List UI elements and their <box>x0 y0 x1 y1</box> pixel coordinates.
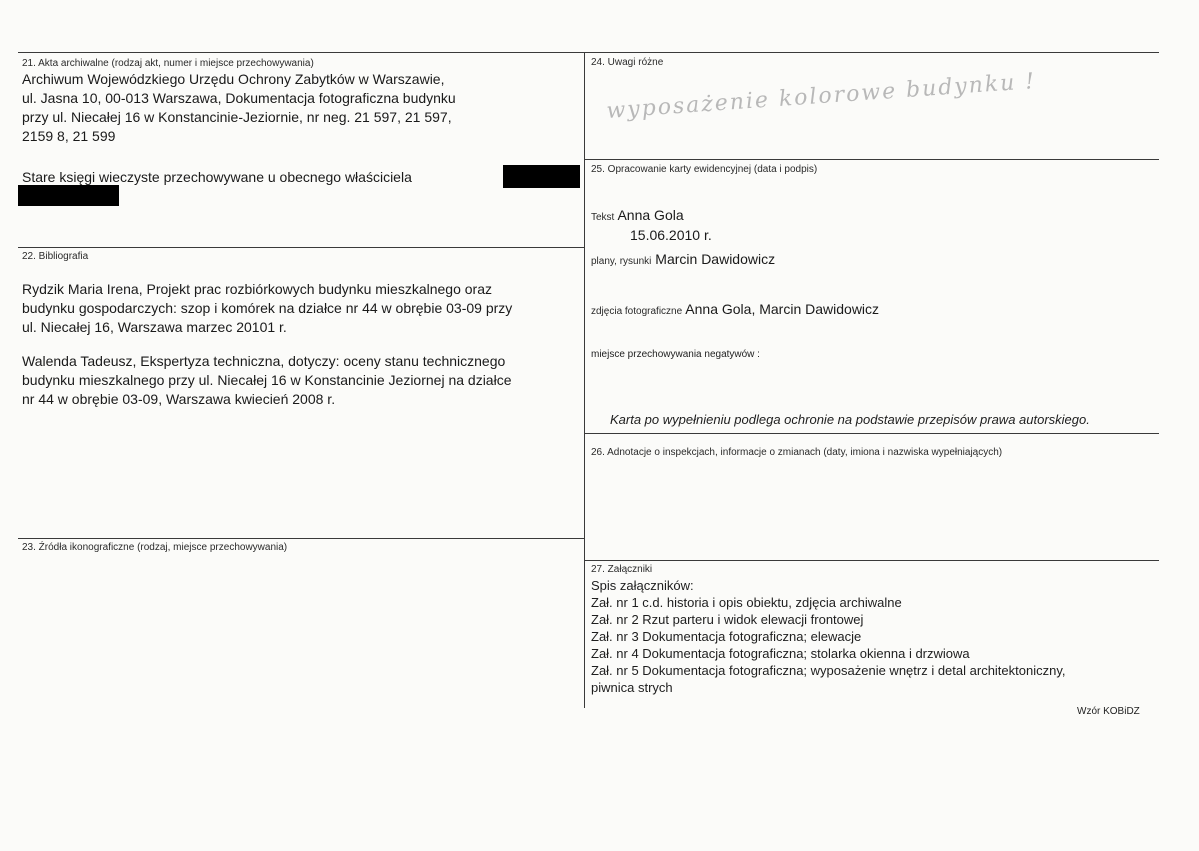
top-border-line <box>18 52 1159 53</box>
handwritten-note: wyposażenie kolorowe budynku ! <box>605 69 1037 124</box>
section-21-line: 2159 8, 21 599 <box>22 128 116 144</box>
divider-22-23 <box>18 538 585 539</box>
bibliography-entry-1 <box>22 280 512 337</box>
bibliography-line: budynku gospodarczych: szop i komórek na działce nr 44 w obrębie 03-09 przy <box>22 300 513 316</box>
section-24-label: 24. Uwagi różne <box>591 57 664 68</box>
attachment-item: Zał. nr 4 Dokumentacja fotograficzna; stolarka okienna i drzwiowa <box>591 646 970 661</box>
tekst-value: Anna Gola <box>617 207 684 223</box>
bibliography-line: ul. Niecałej 16, Warszawa marzec 20101 r. <box>22 319 287 335</box>
divider-26-27 <box>584 560 1159 561</box>
bibliography-line: nr 44 w obrębie 03-09, Warszawa kwiecień 2008 r. <box>22 391 336 407</box>
date-value: 15.06.2010 r. <box>630 227 712 243</box>
form-id: Wzór KOBiDZ <box>1077 706 1140 717</box>
tekst-label: Tekst <box>591 212 615 223</box>
section-22-label: 22. Bibliografia <box>22 251 89 262</box>
attachment-item: Zał. nr 2 Rzut parteru i widok elewacji frontowej <box>591 612 864 627</box>
attachment-item: piwnica strych <box>591 680 673 695</box>
redaction-box <box>18 185 119 206</box>
section-21-line: ul. Jasna 10, 00-013 Warszawa, Dokumentacja fotograficzna budynku <box>22 90 456 106</box>
section-21-extra: Stare księgi wieczyste przechowywane u obecnego właściciela <box>22 169 412 185</box>
bibliography-line: budynku mieszkalnego przy ul. Niecałej 16 w Konstancinie Jeziornej na działce <box>22 372 512 388</box>
bibliography-entry-2 <box>22 352 512 409</box>
section-23-label: 23. Źródła ikonograficzne (rodzaj, miejsce przechowywania) <box>22 542 288 553</box>
bibliography-line: Walenda Tadeusz, Ekspertyza techniczna, dotyczy: oceny stanu technicznego <box>22 353 506 369</box>
bibliography-line: Rydzik Maria Irena, Projekt prac rozbiórkowych budynku mieszkalnego oraz <box>22 281 492 297</box>
negatywy-label: miejsce przechowywania negatywów : <box>591 349 760 360</box>
divider-25-26 <box>584 433 1159 434</box>
section-21-line: przy ul. Niecałej 16 w Konstancinie-Jeziornie, nr neg. 21 597, 21 597, <box>22 109 452 125</box>
attachment-item: Zał. nr 5 Dokumentacja fotograficzna; wyposażenie wnętrz i detal architektoniczny, <box>591 663 1066 678</box>
section-26-label: 26. Adnotacje o inspekcjach, informacje o zmianach (daty, imiona i nazwiska wypełniających) <box>591 447 1003 458</box>
redaction-box <box>503 165 580 188</box>
plany-row <box>591 250 775 271</box>
divider-24-25 <box>584 159 1159 160</box>
tekst-row <box>591 206 684 227</box>
zdjecia-label: zdjęcia fotograficzne <box>591 306 683 317</box>
plany-label: plany, rysunki <box>591 256 652 267</box>
section-27-label: 27. Załączniki <box>591 564 653 575</box>
center-divider <box>584 52 585 708</box>
section-21-label: 21. Akta archiwalne (rodzaj akt, numer i miejsce przechowywania) <box>22 58 314 69</box>
zdjecia-value: Anna Gola, Marcin Dawidowicz <box>685 301 880 317</box>
attachment-item: Spis załączników: <box>591 578 694 593</box>
copyright-notice: Karta po wypełnieniu podlega ochronie na podstawie przepisów prawa autorskiego. <box>610 412 1090 427</box>
divider-21-22 <box>18 247 585 248</box>
attachment-item: Zał. nr 1 c.d. historia i opis obiektu, zdjęcia archiwalne <box>591 595 902 610</box>
zdjecia-row <box>591 300 879 321</box>
attachments-list <box>591 577 1066 696</box>
plany-value: Marcin Dawidowicz <box>655 251 776 267</box>
section-21-line: Archiwum Wojewódzkiego Urzędu Ochrony Zabytków w Warszawie, <box>22 71 445 87</box>
attachment-item: Zał. nr 3 Dokumentacja fotograficzna; elewacje <box>591 629 862 644</box>
section-21-text <box>22 70 456 146</box>
section-25-label: 25. Opracowanie karty ewidencyjnej (data i podpis) <box>591 164 818 175</box>
